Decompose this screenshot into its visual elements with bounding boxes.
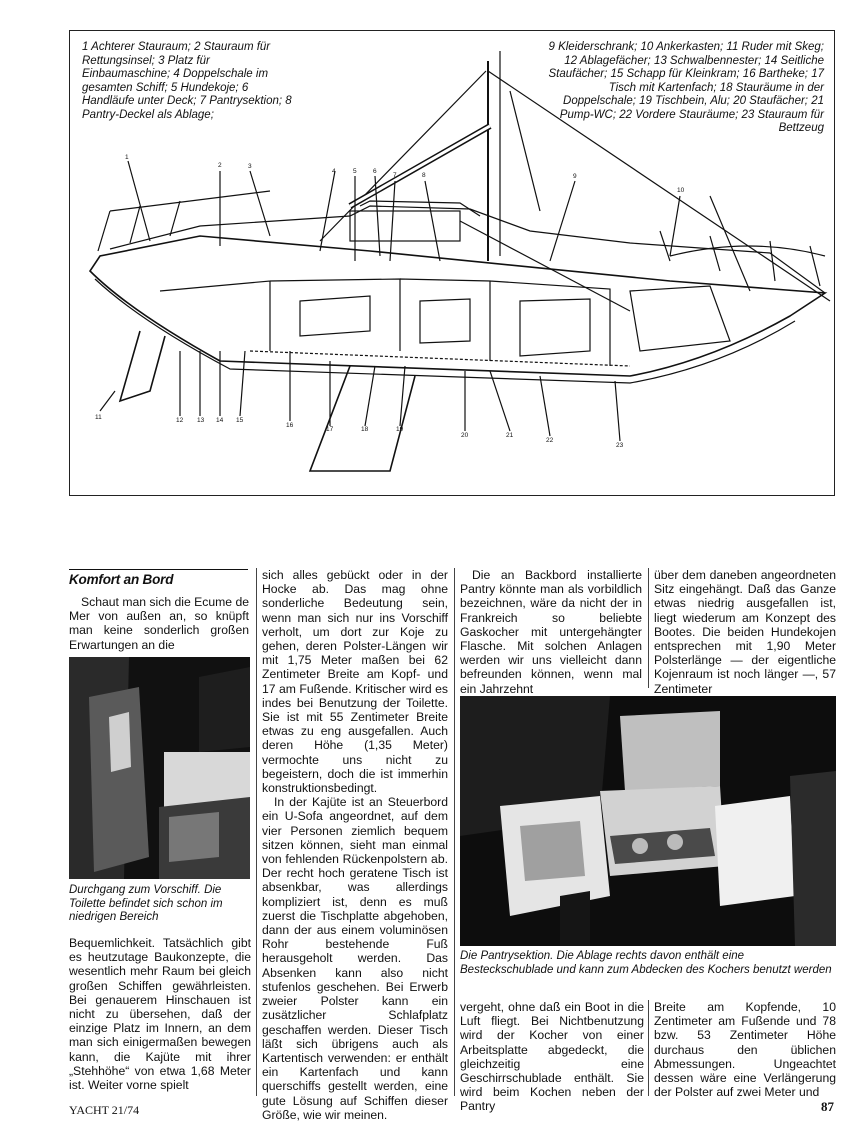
svg-text:12: 12 [176, 417, 184, 424]
column-divider [256, 568, 257, 1096]
svg-text:15: 15 [236, 417, 244, 424]
paragraph: Die an Backbord installierte Pantry könnte man als vorbildlich bezeichnen, wäre da nicht der in Frankreich so beliebte Gaskocher mit untergehängter Flasche. Mit solchen Anlagen werden wir uns vielleicht dann befreunden können, wenn mal ein Jahrzehnt [460, 568, 642, 696]
svg-text:13: 13 [197, 417, 205, 424]
svg-text:7: 7 [393, 172, 397, 179]
svg-text:3: 3 [248, 163, 252, 170]
page-number: 87 [821, 1099, 834, 1114]
svg-text:22: 22 [546, 437, 554, 444]
section-heading: Komfort an Bord [69, 569, 248, 587]
column-4-top [654, 568, 836, 696]
svg-text:19: 19 [396, 426, 404, 433]
column-1-bottom [69, 936, 251, 1092]
svg-text:2: 2 [218, 162, 222, 169]
svg-text:10: 10 [677, 187, 685, 194]
svg-text:6: 6 [373, 168, 377, 175]
svg-text:11: 11 [95, 414, 102, 421]
column-1-top [69, 595, 249, 652]
boat-cutaway-drawing [70, 31, 833, 494]
svg-text:18: 18 [361, 426, 369, 433]
svg-text:20: 20 [461, 432, 469, 439]
paragraph: vergeht, ohne daß ein Boot in die Luft fliegt. Bei Nichtbenutzung wird der Kocher von einer Arbeitsplatte abgedeckt, die gleichzeitig eine Geschirrschublade enthält. Sie wird beim Kochen neben der Pantry [460, 1000, 644, 1114]
paragraph: sich alles gebückt oder in der Hocke ab. Das mag ohne sonderliche Bedeutung sein, wenn man sich nur ins Vorschiff verholt, um dort zur Koje zu gehen, deren Polster-Längen wir mit 1,75 Meter maßen bei 62 Zentimeter Breite am Kopf- und 17 am Fußende. Kritischer wird es indes bei Benutzung der Toilette. Sie ist mit 55 Zentimeter Breite etwas zu eng ausgefallen. Auch deren Höhe (1,35 Meter) vermochte uns nicht zu begeistern, doch die ist immerhin konstruktionsbedingt. [262, 568, 448, 796]
paragraph: über dem daneben angeordneten Sitz eingehängt. Daß das Ganze etwas niedrig ausgefallen ist, liegt wiederum am Konzept des Bootes. Die beiden Hundekojen entsprechen mit 1,90 Meter Polsterlänge — der eigentliche Kojenraum ist noch länger —, 57 Zentimeter [654, 568, 836, 696]
diagram-legend-left: 1 Achterer Stauraum; 2 Stauraum für Rettungsinsel; 3 Platz für Einbaumaschine; 4 Doppelschale im gesamten Schiff; 5 Hundekoje; 6 Handläufe unter Deck; 7 Pantrysektion; 8 Pantry-Deckel als Ablage; [82, 41, 292, 121]
svg-text:21: 21 [506, 432, 514, 439]
photo-passage-to-forepeak [69, 657, 250, 879]
photo-pantry-section [460, 696, 836, 946]
svg-text:4: 4 [332, 168, 336, 175]
column-2 [262, 568, 448, 1122]
svg-text:23: 23 [616, 442, 624, 449]
photo-caption-2: Die Pantrysektion. Die Ablage rechts davon enthält eine Besteckschublade und kann zum Abdecken des Kochers benutzt werden [460, 950, 832, 976]
svg-text:5: 5 [353, 168, 357, 175]
column-3-bottom [460, 1000, 644, 1114]
photo-caption-1: Durchgang zum Vorschiff. Die Toilette befindet sich schon im niedrigen Bereich [69, 884, 223, 923]
paragraph: Schaut man sich die Ecume de Mer von außen an, so knüpft man keine sonderlich großen Erwartungen an die [69, 595, 250, 652]
paragraph: Bequemlichkeit. Tatsächlich gibt es heutzutage Baukonzepte, die wesentlich mehr Raum bei gleich großen Schiffen gewährleisten. Bei genauerem Hinschauen ist nicht zu übersehen, daß der einzige Platz im Innern, an dem man sich einigermaßen bewegen kann, die Kajüte mit ihrer „Stehhöhe“ von etwa 1,68 Meter ist. Weiter vorne spielt [69, 936, 251, 1093]
cutaway-diagram-frame [69, 30, 835, 496]
diagram-legend-right: 9 Kleiderschrank; 10 Ankerkasten; 11 Ruder mit Skeg; 12 Ablagefächer; 13 Schwalbennester; 14 Seitliche Staufächer; 15 Schapp für Kleinkram; 16 Bartheke; 17 Tisch mit Kartenfach; 18 Stauräume in der Doppelschale; 19 Tischbein, Alu; 20 Staufächer; 21 Pump-WC; 22 Vordere Stauräume; 23 Stauraum für Bettzeug [548, 41, 824, 134]
svg-text:8: 8 [422, 172, 426, 179]
column-divider [648, 568, 649, 688]
column-divider [454, 568, 455, 1096]
magazine-issue: YACHT 21/74 [69, 1103, 140, 1117]
column-3-top [460, 568, 642, 696]
paragraph: In der Kajüte ist an Steuerbord ein U-Sofa angeordnet, auf dem vier Personen ziemlich bequem sitzen können, sieht man einmal von fehlenden Rückenpolstern ab. Der recht hoch geratene Tisch ist absenkbar, was allerdings kompliziert ist, denn es muß zuerst die Tischplatte abgehoben, dann der aus einem voluminösen Rohr bestehende Fuß herausgeholt werden. Das Absenken kann also nicht stufenlos geschehen. Bei Erwerb zweier Polster kann ein zusätzlicher Schlafplatz geschaffen werden. Dieser Tisch läßt sich übrigens auch als Kartentisch verwenden: er enthält ein Kartenfach und kann querschiffs gestellt werden, eine gute Lösung auf Schiffen dieser Größe, wie wir meinen. [262, 795, 448, 1122]
svg-text:9: 9 [573, 173, 577, 180]
paragraph: Breite am Kopfende, 10 Zentimeter am Fußende und 78 bzw. 53 Zentimeter Höhe durchaus den üblichen Abmessungen. Ungeachtet dessen wäre eine Verlängerung der Polster auf zwei Meter und [654, 1000, 836, 1100]
svg-text:17: 17 [326, 426, 334, 433]
column-4-bottom [654, 1000, 836, 1099]
svg-text:14: 14 [216, 417, 224, 424]
column-divider [648, 1000, 649, 1096]
svg-text:16: 16 [286, 422, 294, 429]
svg-text:1: 1 [125, 154, 129, 161]
